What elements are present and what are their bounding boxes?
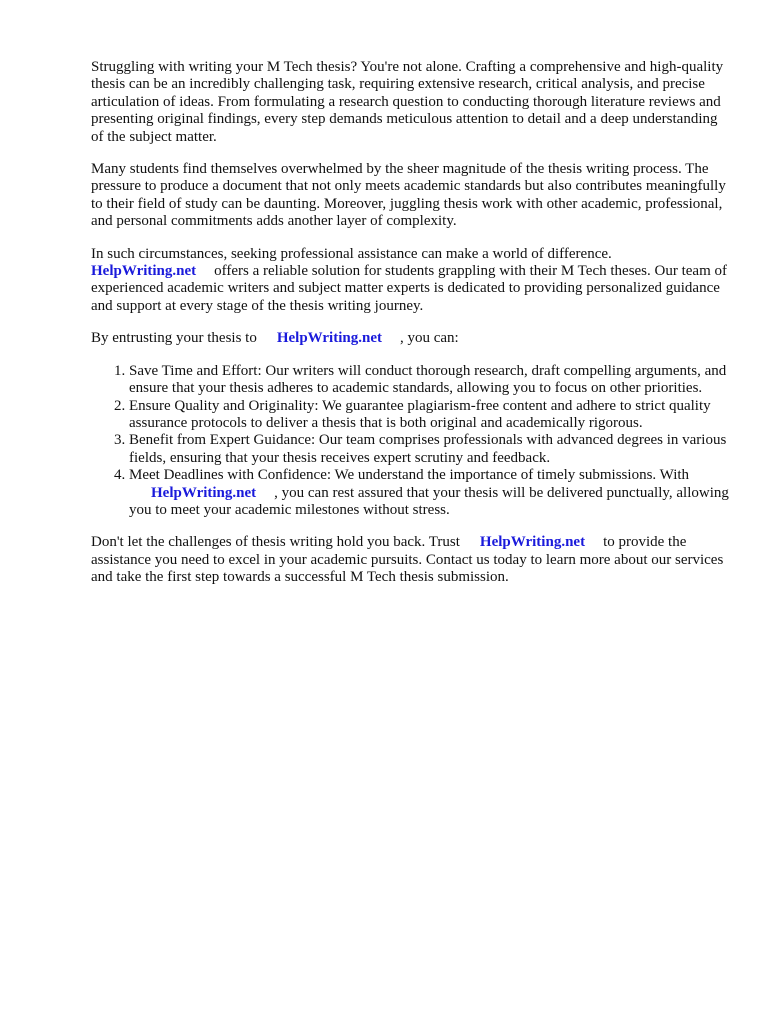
pressure-paragraph: Many students find themselves overwhelmed by the sheer magnitude of the thesis writing process. The pressure to produce a document that not only meets academic standards but also contributes meaningfully to their field of study can be daunting. Moreover, juggling thesis work with other academic, professional, and personal commitments adds another layer of complexity.: [91, 161, 726, 230]
assistance-paragraph: [91, 246, 731, 316]
list-item: 3. Benefit from Expert Guidance: Our team comprises professionals with advanced degrees in various fields, ensuring that your thesis receives expert scrutiny and feedback.: [129, 432, 731, 467]
helpwriting-link[interactable]: HelpWriting.net: [151, 484, 257, 501]
list-item: 2. Ensure Quality and Originality: We guarantee plagiarism-free content and adhere to strict quality assurance protocols to deliver a thesis that is both original and academically rigorous.: [129, 398, 731, 433]
document-page: [91, 59, 731, 602]
list-item: [129, 467, 731, 519]
assistance-text-before: In such circumstances, seeking professional assistance can make a world of difference.: [91, 245, 612, 262]
closing-paragraph: [91, 534, 731, 586]
helpwriting-link[interactable]: HelpWriting.net: [276, 330, 382, 347]
intro-paragraph: Struggling with writing your M Tech thesis? You're not alone. Crafting a comprehensive and high-quality thesis can be an incredibly challenging task, requiring extensive research, critical analysis, and precise articulation of ideas. From formulating a research question to conducting thorough literature reviews and presenting original findings, every step demands meticulous attention to detail and a deep understanding of the subject matter.: [91, 59, 724, 145]
entrusting-text-before: By entrusting your thesis to: [91, 330, 257, 347]
entrusting-text-after: , you can:: [399, 330, 459, 347]
deadline-text-after: , you can rest assured that your thesis will be delivered punctually, allowing you to meet your academic milestones without stress.: [129, 484, 729, 518]
helpwriting-link[interactable]: HelpWriting.net: [91, 263, 197, 280]
deadline-text-before: Meet Deadlines with Confidence: We understand the importance of timely submissions. With: [129, 467, 690, 484]
closing-text-before: Don't let the challenges of thesis writing hold you back. Trust: [91, 534, 460, 551]
closing-text-after: to provide the assistance you need to excel in your academic pursuits. Contact us today to learn more about our services and take the first step towards a successful M Tech thesis submission.: [91, 534, 724, 586]
assistance-text-after: offers a reliable solution for students grappling with their M Tech theses. Our team of experienced academic writers and subject matter experts is dedicated to providing personalized guidance and support at every stage of the thesis writing journey.: [91, 263, 727, 314]
list-item: 1. Save Time and Effort: Our writers will conduct thorough research, draft compelling arguments, and ensure that your thesis adheres to academic standards, allowing you to focus on other priorities.: [129, 363, 731, 398]
benefits-list: [91, 363, 731, 520]
entrusting-paragraph: [91, 330, 731, 347]
helpwriting-link[interactable]: HelpWriting.net: [479, 534, 586, 551]
